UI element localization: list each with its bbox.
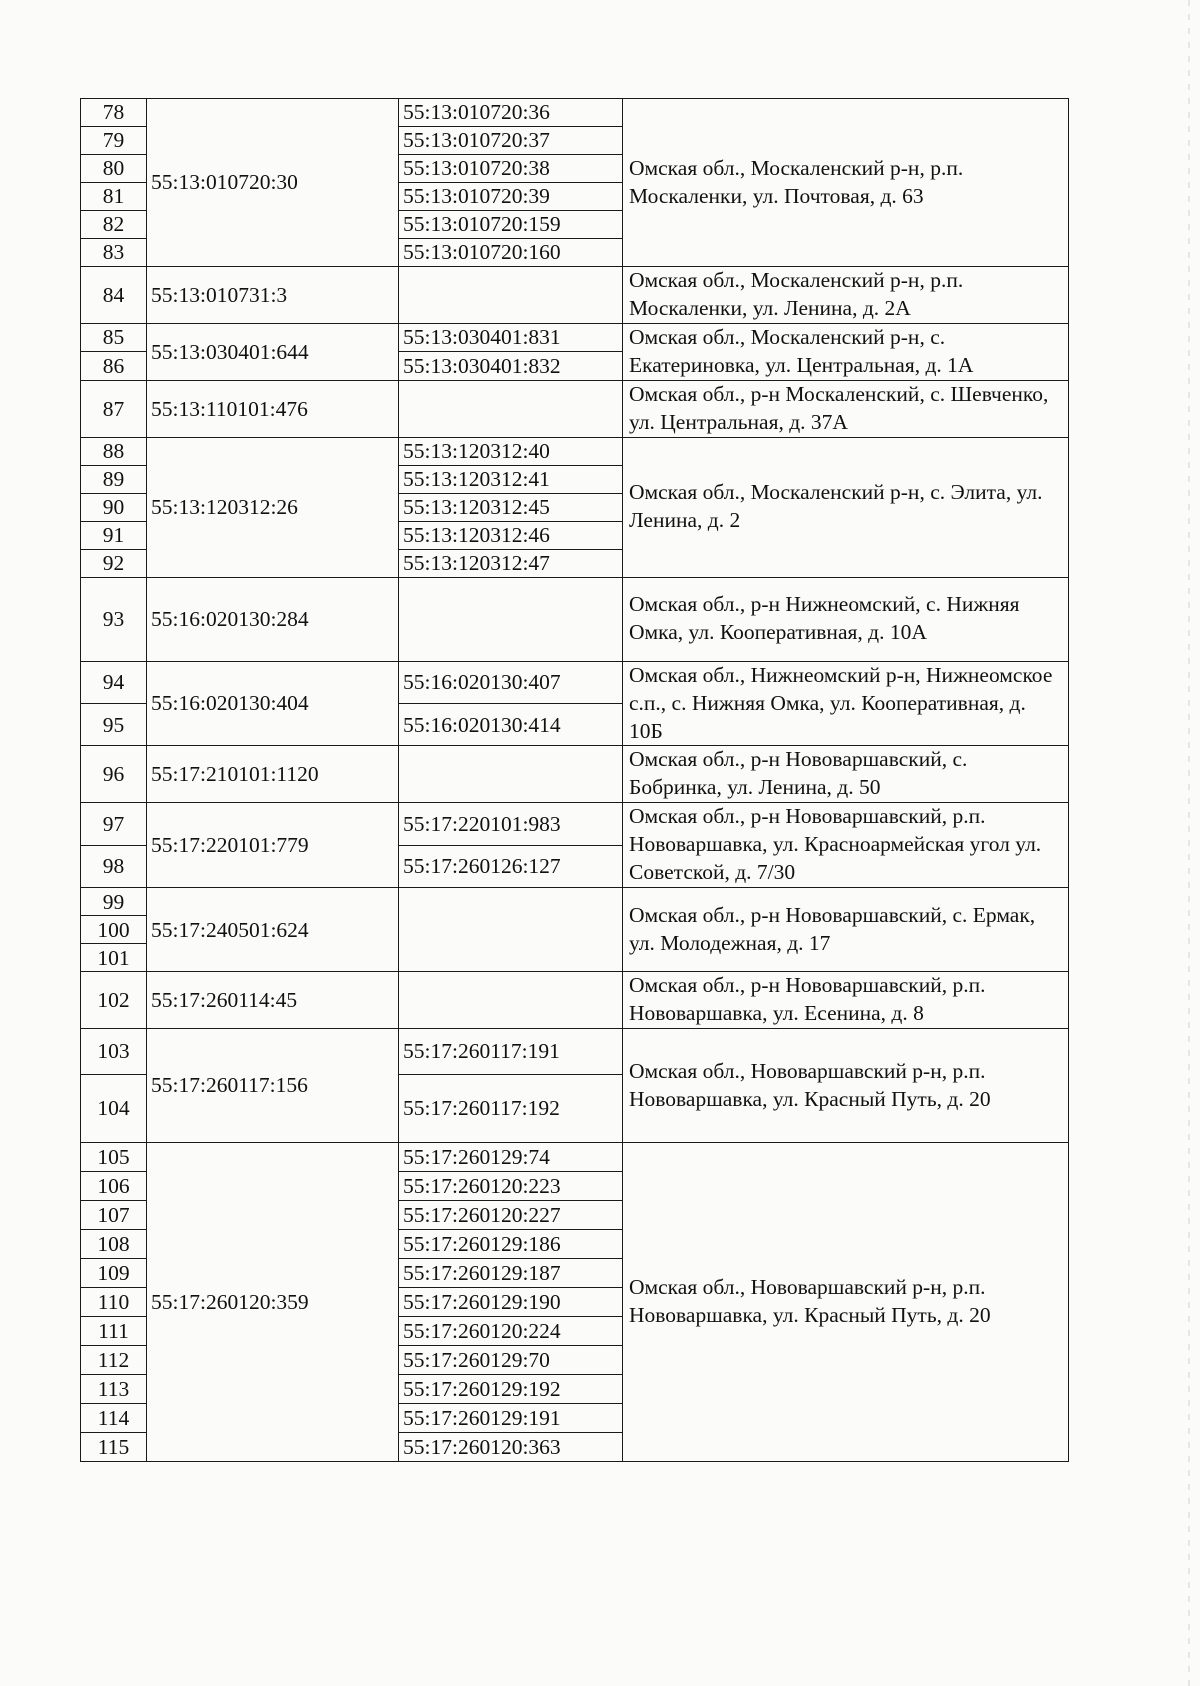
row-number: 100	[81, 916, 147, 944]
included-object-number: 55:13:010720:37	[399, 127, 623, 155]
row-number: 103	[81, 1029, 147, 1075]
included-object-number: 55:13:120312:47	[399, 549, 623, 577]
row-number: 106	[81, 1172, 147, 1201]
included-object-number: 55:17:260129:70	[399, 1346, 623, 1375]
included-object-number: 55:13:120312:46	[399, 521, 623, 549]
table-row	[81, 661, 1069, 703]
row-number: 90	[81, 493, 147, 521]
row-number: 101	[81, 944, 147, 972]
cadastral-number: 55:17:210101:1120	[147, 746, 399, 803]
table-row	[81, 267, 1069, 324]
cadastral-number: 55:13:010720:30	[147, 99, 399, 267]
cadastral-number: 55:17:260120:359	[147, 1143, 399, 1462]
included-object-empty	[399, 972, 623, 1029]
row-number: 80	[81, 155, 147, 183]
address: Омская обл., р-н Нововаршавский, р.п. Нововаршавка, ул. Красноармейская угол ул. Советской, д. 7/30	[623, 803, 1069, 888]
address: Омская обл., Москаленский р-н, р.п. Москаленки, ул. Почтовая, д. 63	[623, 99, 1069, 267]
cadastral-number: 55:17:220101:779	[147, 803, 399, 888]
table-row	[81, 323, 1069, 351]
row-number: 107	[81, 1201, 147, 1230]
included-object-number: 55:13:010720:160	[399, 239, 623, 267]
included-object-number: 55:17:260129:190	[399, 1288, 623, 1317]
address: Омская обл., Москаленский р-н, р.п. Москаленки, ул. Ленина, д. 2А	[623, 267, 1069, 324]
included-object-number: 55:16:020130:414	[399, 704, 623, 746]
included-object-number: 55:13:120312:40	[399, 437, 623, 465]
included-object-number: 55:13:030401:831	[399, 323, 623, 351]
included-object-number: 55:13:010720:36	[399, 99, 623, 127]
cadastral-number: 55:17:240501:624	[147, 888, 399, 972]
table-row	[81, 1029, 1069, 1075]
row-number: 92	[81, 549, 147, 577]
cadastral-number: 55:16:020130:404	[147, 661, 399, 746]
row-number: 86	[81, 352, 147, 380]
address: Омская обл., Нижнеомский р-н, Нижнеомское с.п., с. Нижняя Омка, ул. Кооперативная, д. 10Б	[623, 661, 1069, 746]
address: Омская обл., р-н Нижнеомский, с. Нижняя Омка, ул. Кооперативная, д. 10А	[623, 577, 1069, 661]
table-row	[81, 99, 1069, 127]
row-number: 109	[81, 1259, 147, 1288]
included-object-empty	[399, 746, 623, 803]
included-object-number: 55:17:260117:192	[399, 1075, 623, 1143]
row-number: 112	[81, 1346, 147, 1375]
included-object-number: 55:13:030401:832	[399, 352, 623, 380]
row-number: 108	[81, 1230, 147, 1259]
row-number: 85	[81, 323, 147, 351]
included-object-number: 55:17:260120:227	[399, 1201, 623, 1230]
included-object-number: 55:13:120312:45	[399, 493, 623, 521]
row-number: 113	[81, 1375, 147, 1404]
included-object-number: 55:17:260120:363	[399, 1433, 623, 1462]
table-row	[81, 972, 1069, 1029]
included-object-number: 55:17:220101:983	[399, 803, 623, 845]
included-object-number: 55:13:120312:41	[399, 465, 623, 493]
included-object-number: 55:13:010720:39	[399, 183, 623, 211]
row-number: 114	[81, 1404, 147, 1433]
table-row	[81, 437, 1069, 465]
included-object-empty	[399, 888, 623, 972]
table-row	[81, 746, 1069, 803]
row-number: 110	[81, 1288, 147, 1317]
address: Омская обл., Москаленский р-н, с. Екатериновка, ул. Центральная, д. 1А	[623, 323, 1069, 380]
row-number: 87	[81, 380, 147, 437]
cadastral-number: 55:13:030401:644	[147, 323, 399, 380]
row-number: 115	[81, 1433, 147, 1462]
cadastral-number: 55:17:260114:45	[147, 972, 399, 1029]
included-object-number: 55:17:260126:127	[399, 845, 623, 887]
row-number: 88	[81, 437, 147, 465]
row-number: 81	[81, 183, 147, 211]
cadastral-number: 55:13:110101:476	[147, 380, 399, 437]
address: Омская обл., р-н Нововаршавский, с. Бобринка, ул. Ленина, д. 50	[623, 746, 1069, 803]
row-number: 79	[81, 127, 147, 155]
table-row	[81, 888, 1069, 916]
cadastral-number: 55:16:020130:284	[147, 577, 399, 661]
row-number: 98	[81, 845, 147, 887]
row-number: 102	[81, 972, 147, 1029]
row-number: 91	[81, 521, 147, 549]
table-row	[81, 380, 1069, 437]
property-table-body	[81, 99, 1069, 1462]
included-object-number: 55:17:260129:74	[399, 1143, 623, 1172]
included-object-number: 55:17:260129:191	[399, 1404, 623, 1433]
row-number: 83	[81, 239, 147, 267]
cadastral-number: 55:13:010731:3	[147, 267, 399, 324]
included-object-number: 55:17:260129:192	[399, 1375, 623, 1404]
address: Омская обл., Нововаршавский р-н, р.п. Нововаршавка, ул. Красный Путь, д. 20	[623, 1143, 1069, 1462]
row-number: 93	[81, 577, 147, 661]
included-object-empty	[399, 267, 623, 324]
table-row	[81, 803, 1069, 845]
address: Омская обл., р-н Нововаршавский, с. Ермак, ул. Молодежная, д. 17	[623, 888, 1069, 972]
included-object-empty	[399, 380, 623, 437]
included-object-empty	[399, 577, 623, 661]
row-number: 89	[81, 465, 147, 493]
address: Омская обл., Нововаршавский р-н, р.п. Нововаршавка, ул. Красный Путь, д. 20	[623, 1029, 1069, 1143]
row-number: 82	[81, 211, 147, 239]
included-object-number: 55:17:260120:224	[399, 1317, 623, 1346]
row-number: 104	[81, 1075, 147, 1143]
included-object-number: 55:17:260120:223	[399, 1172, 623, 1201]
row-number: 99	[81, 888, 147, 916]
table-row	[81, 1143, 1069, 1172]
row-number: 78	[81, 99, 147, 127]
property-table	[80, 98, 1069, 1462]
included-object-number: 55:17:260117:191	[399, 1029, 623, 1075]
address: Омская обл., р-н Нововаршавский, р.п. Нововаршавка, ул. Есенина, д. 8	[623, 972, 1069, 1029]
row-number: 111	[81, 1317, 147, 1346]
cadastral-number: 55:17:260117:156	[147, 1029, 399, 1143]
row-number: 105	[81, 1143, 147, 1172]
row-number: 84	[81, 267, 147, 324]
row-number: 95	[81, 704, 147, 746]
included-object-number: 55:17:260129:187	[399, 1259, 623, 1288]
included-object-number: 55:16:020130:407	[399, 661, 623, 703]
row-number: 94	[81, 661, 147, 703]
row-number: 96	[81, 746, 147, 803]
included-object-number: 55:13:010720:159	[399, 211, 623, 239]
row-number: 97	[81, 803, 147, 845]
included-object-number: 55:17:260129:186	[399, 1230, 623, 1259]
address: Омская обл., р-н Москаленский, с. Шевченко, ул. Центральная, д. 37А	[623, 380, 1069, 437]
included-object-number: 55:13:010720:38	[399, 155, 623, 183]
cadastral-number: 55:13:120312:26	[147, 437, 399, 577]
scan-edge-artifact	[1188, 0, 1190, 1686]
address: Омская обл., Москаленский р-н, с. Элита, ул. Ленина, д. 2	[623, 437, 1069, 577]
table-row	[81, 577, 1069, 661]
